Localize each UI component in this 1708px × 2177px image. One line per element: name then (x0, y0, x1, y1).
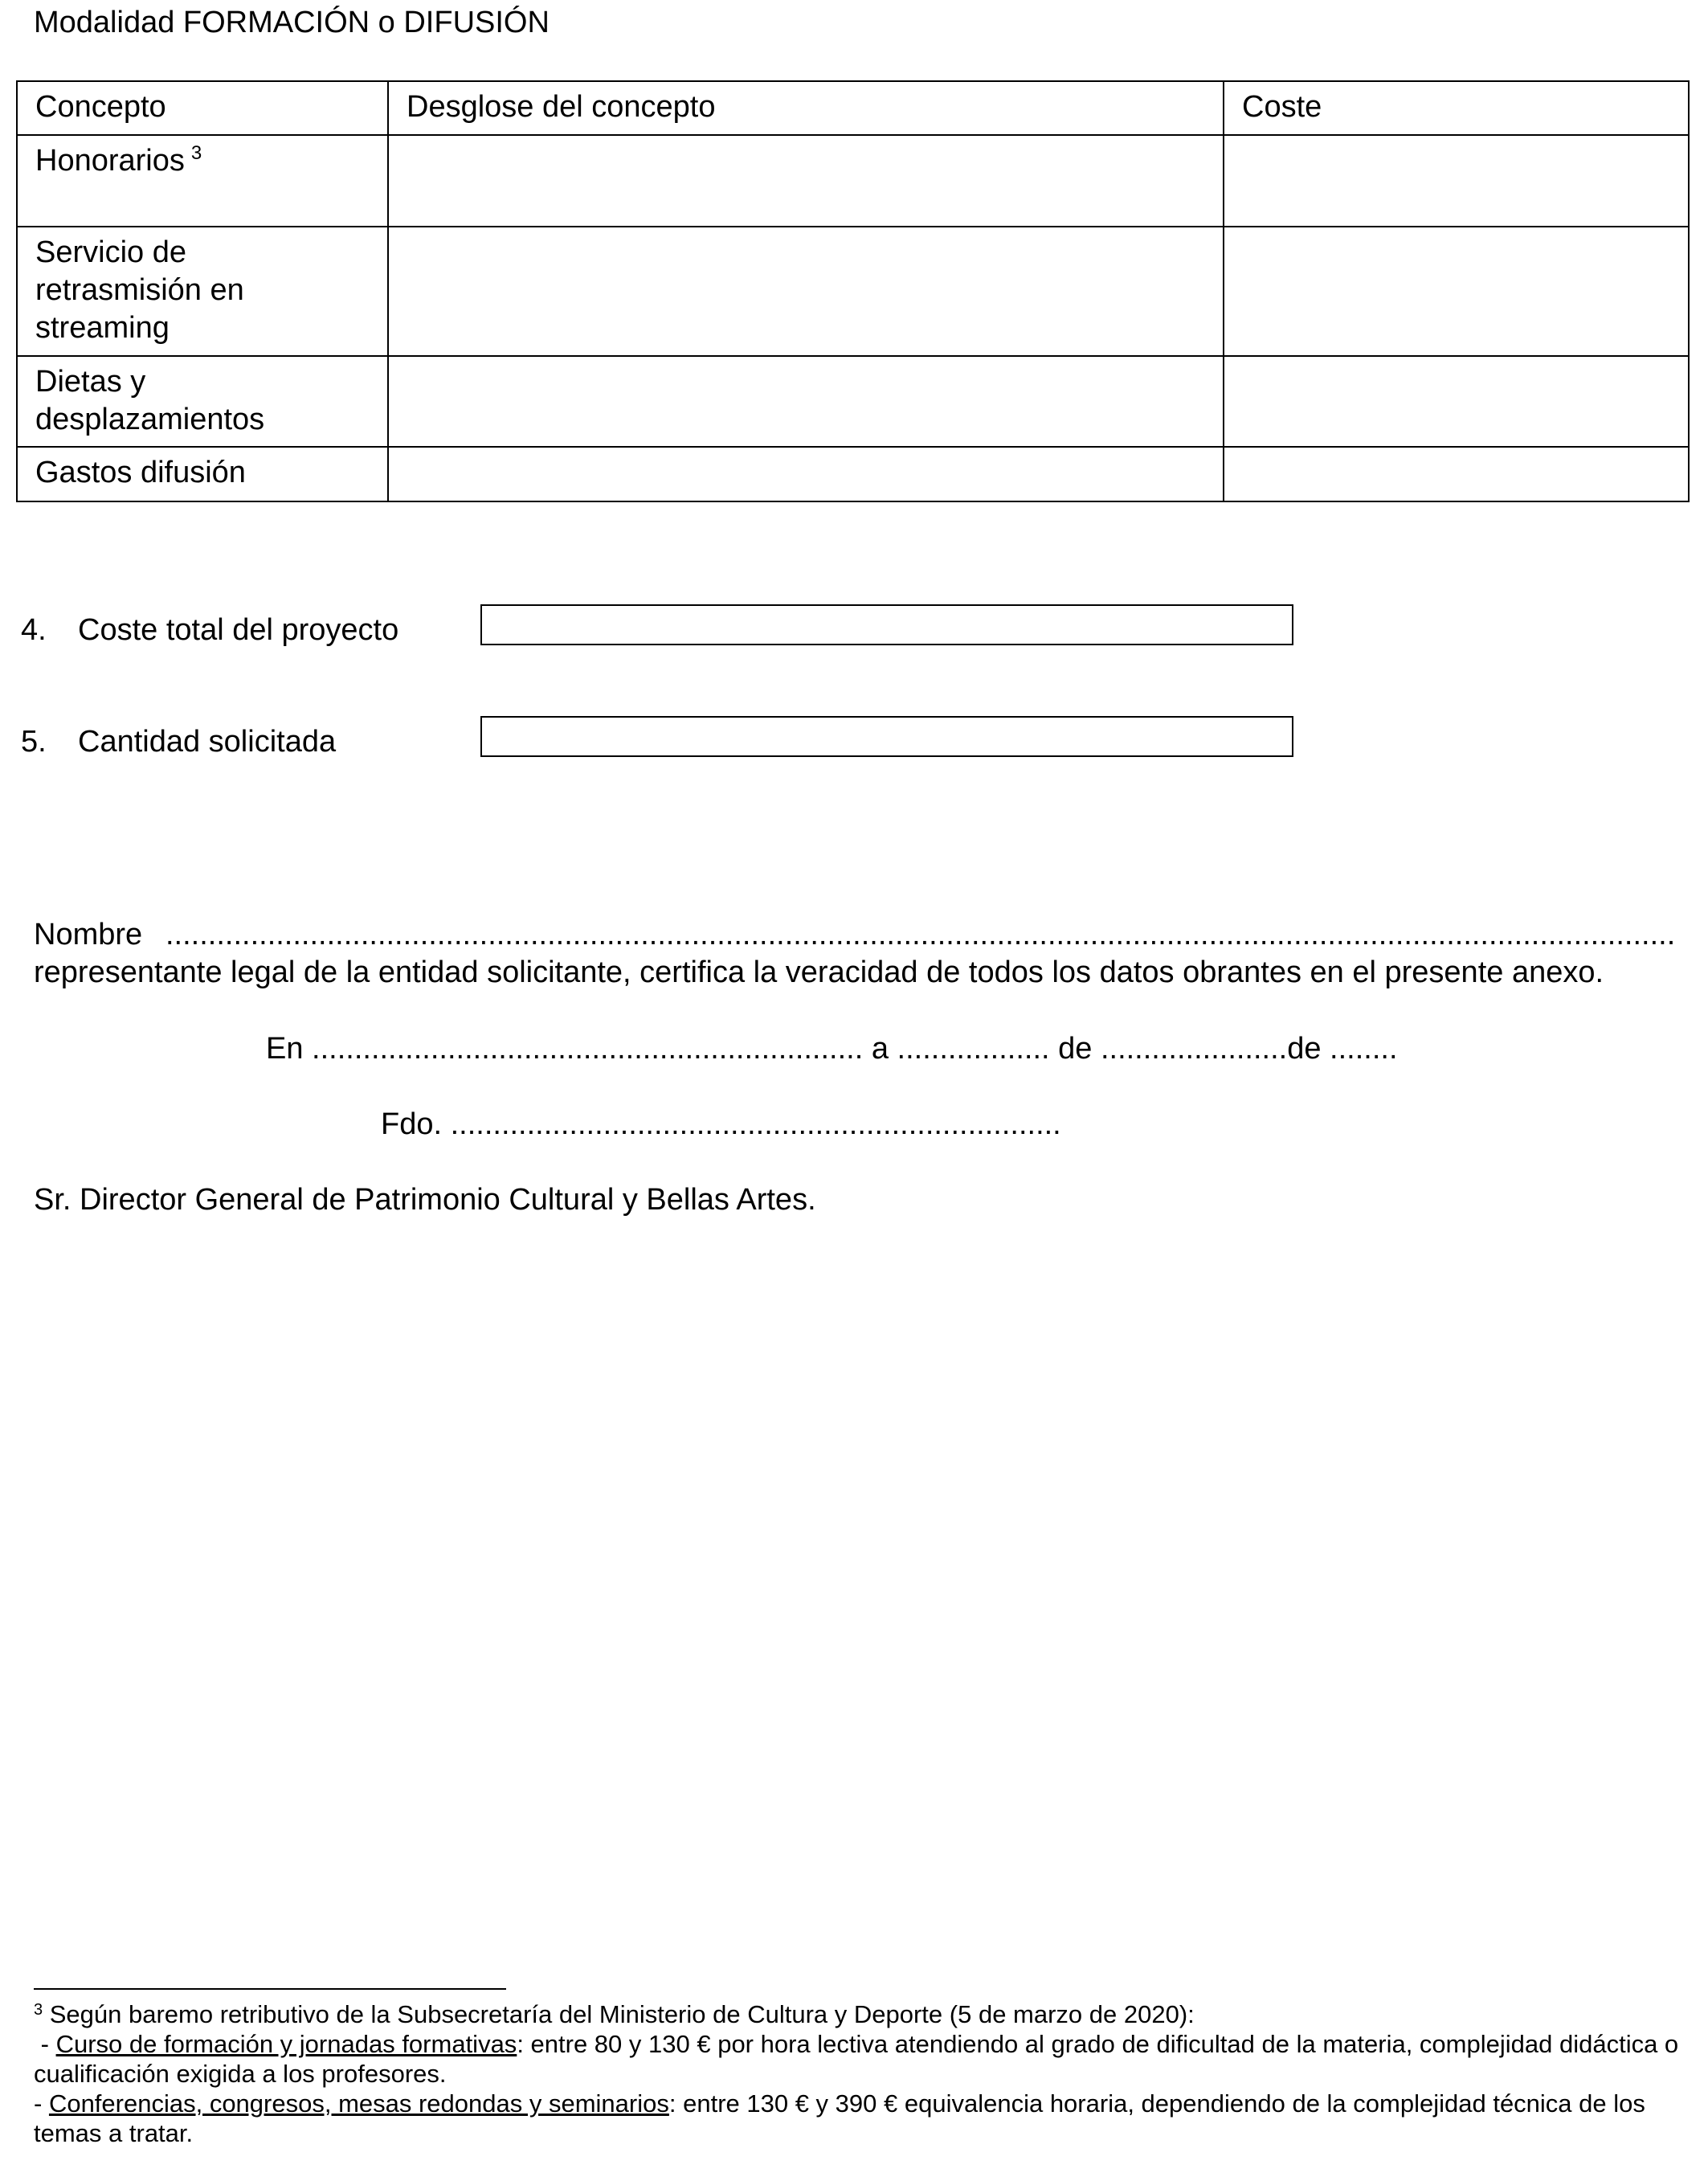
footnote-item-prefix: - (34, 2030, 56, 2058)
desglose-cell[interactable] (388, 447, 1224, 501)
concepto-line: streaming (35, 311, 170, 345)
footnote (34, 1999, 1689, 2148)
footnote-item (34, 2029, 1689, 2089)
footnote-item (34, 2089, 1689, 2148)
footnote-item-text: : entre 130 € y 390 € equivalencia horaria, dependiendo de la complejidad técnica de los temas a tratar. (34, 2089, 1645, 2147)
table-row (17, 227, 1689, 356)
cantidad-solicitada-field[interactable] (480, 716, 1293, 757)
concepto-cell (17, 356, 388, 447)
footnote-item-title: Curso de formación y jornadas formativas (55, 2030, 517, 2058)
item-label: Cantidad solicitada (78, 725, 337, 759)
coste-cell[interactable] (1224, 447, 1689, 501)
certification-statement: representante legal de la entidad solicitante, certifica la veracidad de todos los datos obrantes en el presente anexo. (34, 956, 1604, 989)
coste-total-field[interactable] (480, 604, 1293, 645)
coste-cell[interactable] (1224, 356, 1689, 447)
cantidad-solicitada-item (21, 722, 471, 761)
item-number: 4. (21, 613, 47, 647)
header-coste: Coste (1224, 81, 1689, 135)
header-desglose: Desglose del concepto (388, 81, 1224, 135)
header-concepto: Concepto (17, 81, 388, 135)
footnote-intro (34, 1999, 1689, 2029)
table-row (17, 135, 1689, 227)
concepto-line: Dietas y (35, 365, 146, 399)
signature-line[interactable]: Fdo. ........................................................................ (381, 1107, 1061, 1141)
concepto-line: Servicio de (35, 235, 186, 269)
concepto-cell (17, 227, 388, 356)
item-label: Coste total del proyecto (78, 613, 399, 647)
nombre-fill-line[interactable]: .................................................................................................................................................................................. (165, 918, 1676, 951)
desglose-cell[interactable] (388, 356, 1224, 447)
place-date-line[interactable]: En ................................................................. a .................. de ......................de ........ (266, 1032, 1398, 1066)
nombre-label: Nombre (34, 918, 143, 951)
coste-cell[interactable] (1224, 227, 1689, 356)
budget-table (16, 80, 1690, 502)
item-number: 5. (21, 725, 47, 759)
footnote-item-prefix: - (34, 2089, 49, 2118)
addressee: Sr. Director General de Patrimonio Cultural y Bellas Artes. (34, 1183, 816, 1217)
footnote-item-title: Conferencias, congresos, mesas redondas y seminarios (48, 2089, 669, 2118)
desglose-cell[interactable] (388, 135, 1224, 227)
concepto-line: retrasmisión en (35, 273, 244, 307)
table-row (17, 447, 1689, 501)
concepto-honorarios: Honorarios (35, 144, 185, 178)
footnote-separator (34, 1988, 506, 1990)
footnote-item-text: : entre 80 y 130 € por hora lectiva atendiendo al grado de dificultad de la materia, complejidad didáctica o cualificación exigida a los profesores. (34, 2030, 1679, 2088)
concepto-line: desplazamientos (35, 403, 265, 436)
coste-total-item (21, 611, 471, 649)
footnote-intro-text: Según baremo retributivo de la Subsecretaría del Ministerio de Cultura y Deporte (5 de marzo de 2020): (49, 2000, 1195, 2028)
concepto-cell (17, 135, 388, 227)
table-row (17, 356, 1689, 447)
table-header-row (17, 81, 1689, 135)
section-heading: Modalidad FORMACIÓN o DIFUSIÓN (34, 6, 550, 39)
concepto-cell: Gastos difusión (17, 447, 388, 501)
footnote-reference: 3 (190, 142, 202, 164)
coste-cell[interactable] (1224, 135, 1689, 227)
footnote-mark: 3 (34, 2001, 43, 2019)
desglose-cell[interactable] (388, 227, 1224, 356)
